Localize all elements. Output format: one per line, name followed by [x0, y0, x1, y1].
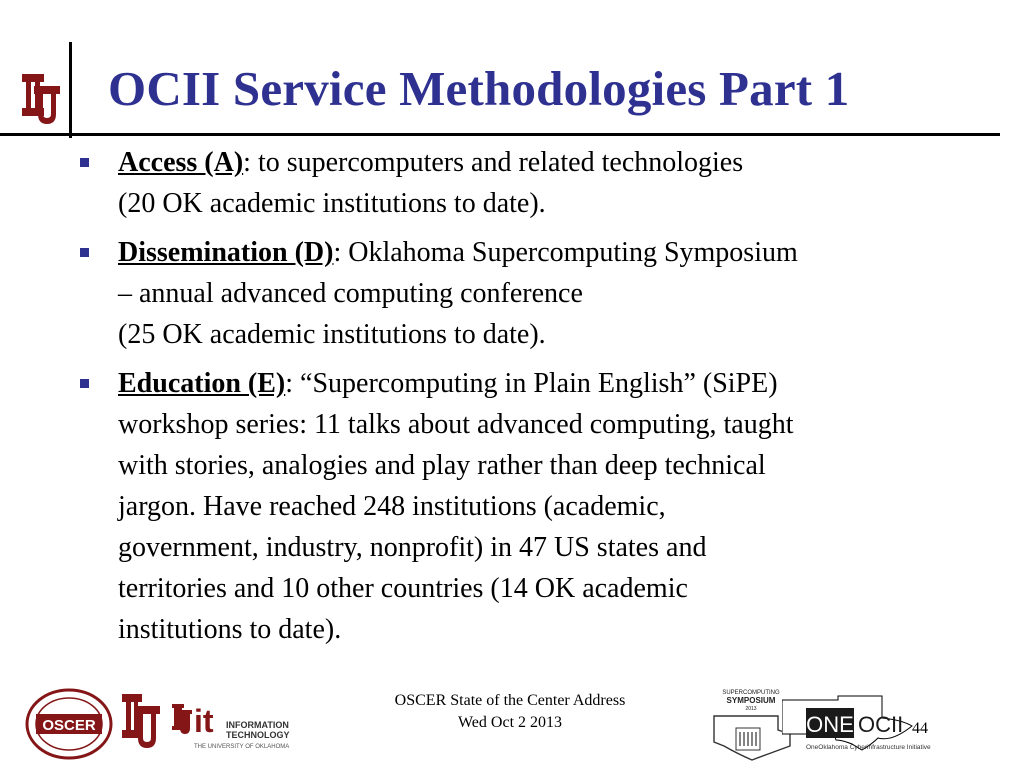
decor-vertical-line	[69, 42, 72, 138]
ou-it-logo-icon	[170, 692, 290, 752]
bullet-term: Education (E)	[118, 368, 286, 399]
bullet-term: Access (A)	[118, 147, 244, 178]
bullet-term: Dissemination (D)	[118, 237, 334, 268]
bullet-text: : Oklahoma Supercomputing Symposium	[333, 237, 798, 268]
footer-line-2: Wed Oct 2 2013	[457, 714, 563, 731]
ouit-letters: it	[194, 703, 214, 739]
bullet-line	[118, 142, 960, 183]
bullet-marker	[80, 158, 89, 167]
bullet-line: (25 OK academic institutions to date).	[118, 319, 546, 350]
ou-small-logo-icon	[118, 690, 164, 752]
bullet-line: jargon. Have reached 248 institutions (academic,	[118, 491, 666, 522]
symposium-year-text: 2013	[745, 706, 757, 712]
bullet-text: : to supercomputers and related technologies	[243, 147, 744, 178]
oscer-logo-text: OSCER	[42, 717, 96, 734]
ouit-text1: INFORMATION	[226, 720, 289, 730]
oscer-logo-icon	[24, 688, 114, 760]
bullet-line: institutions to date).	[118, 614, 342, 645]
bullet-line: workshop series: 11 talks about advanced computing, taught	[118, 409, 794, 440]
ouit-text3: THE UNIVERSITY OF OKLAHOMA	[194, 744, 290, 750]
ocii-text: OCII	[858, 712, 904, 737]
bullet-marker	[80, 248, 89, 257]
bullet-line	[118, 363, 960, 404]
bullet-line: territories and 10 other countries (14 OK academic	[118, 573, 688, 604]
bullet-line	[118, 232, 960, 273]
ocii-subtitle: OneOklahoma Cyberinfrastructure Initiative	[806, 744, 931, 751]
ouit-text2: TECHNOLOGY	[226, 730, 290, 740]
decor-horizontal-line	[0, 133, 1000, 136]
ou-logo-icon	[14, 68, 68, 128]
bullet-text: : “Supercomputing in Plain English” (SiPE)	[285, 368, 778, 399]
one-text: ONE	[806, 712, 854, 737]
bullet-education	[80, 363, 960, 650]
bullet-marker	[80, 379, 89, 388]
bullet-dissemination	[80, 232, 960, 355]
symposium-top-text: SUPERCOMPUTING	[722, 690, 780, 696]
slide-title: OCII Service Methodologies Part 1	[108, 61, 850, 116]
bullet-line: (20 OK academic institutions to date).	[118, 188, 546, 219]
footer-text	[340, 690, 680, 734]
bullet-list	[80, 142, 960, 658]
footer-line-1: OSCER State of the Center Address	[394, 692, 626, 709]
bullet-line: – annual advanced computing conference	[118, 278, 583, 309]
bullet-line: with stories, analogies and play rather than deep technical	[118, 450, 766, 481]
bullet-line: government, industry, nonprofit) in 47 US states and	[118, 532, 707, 563]
symposium-main-text: SYMPOSIUM	[726, 696, 776, 705]
bullet-access	[80, 142, 960, 224]
page-number: 44	[912, 720, 928, 737]
